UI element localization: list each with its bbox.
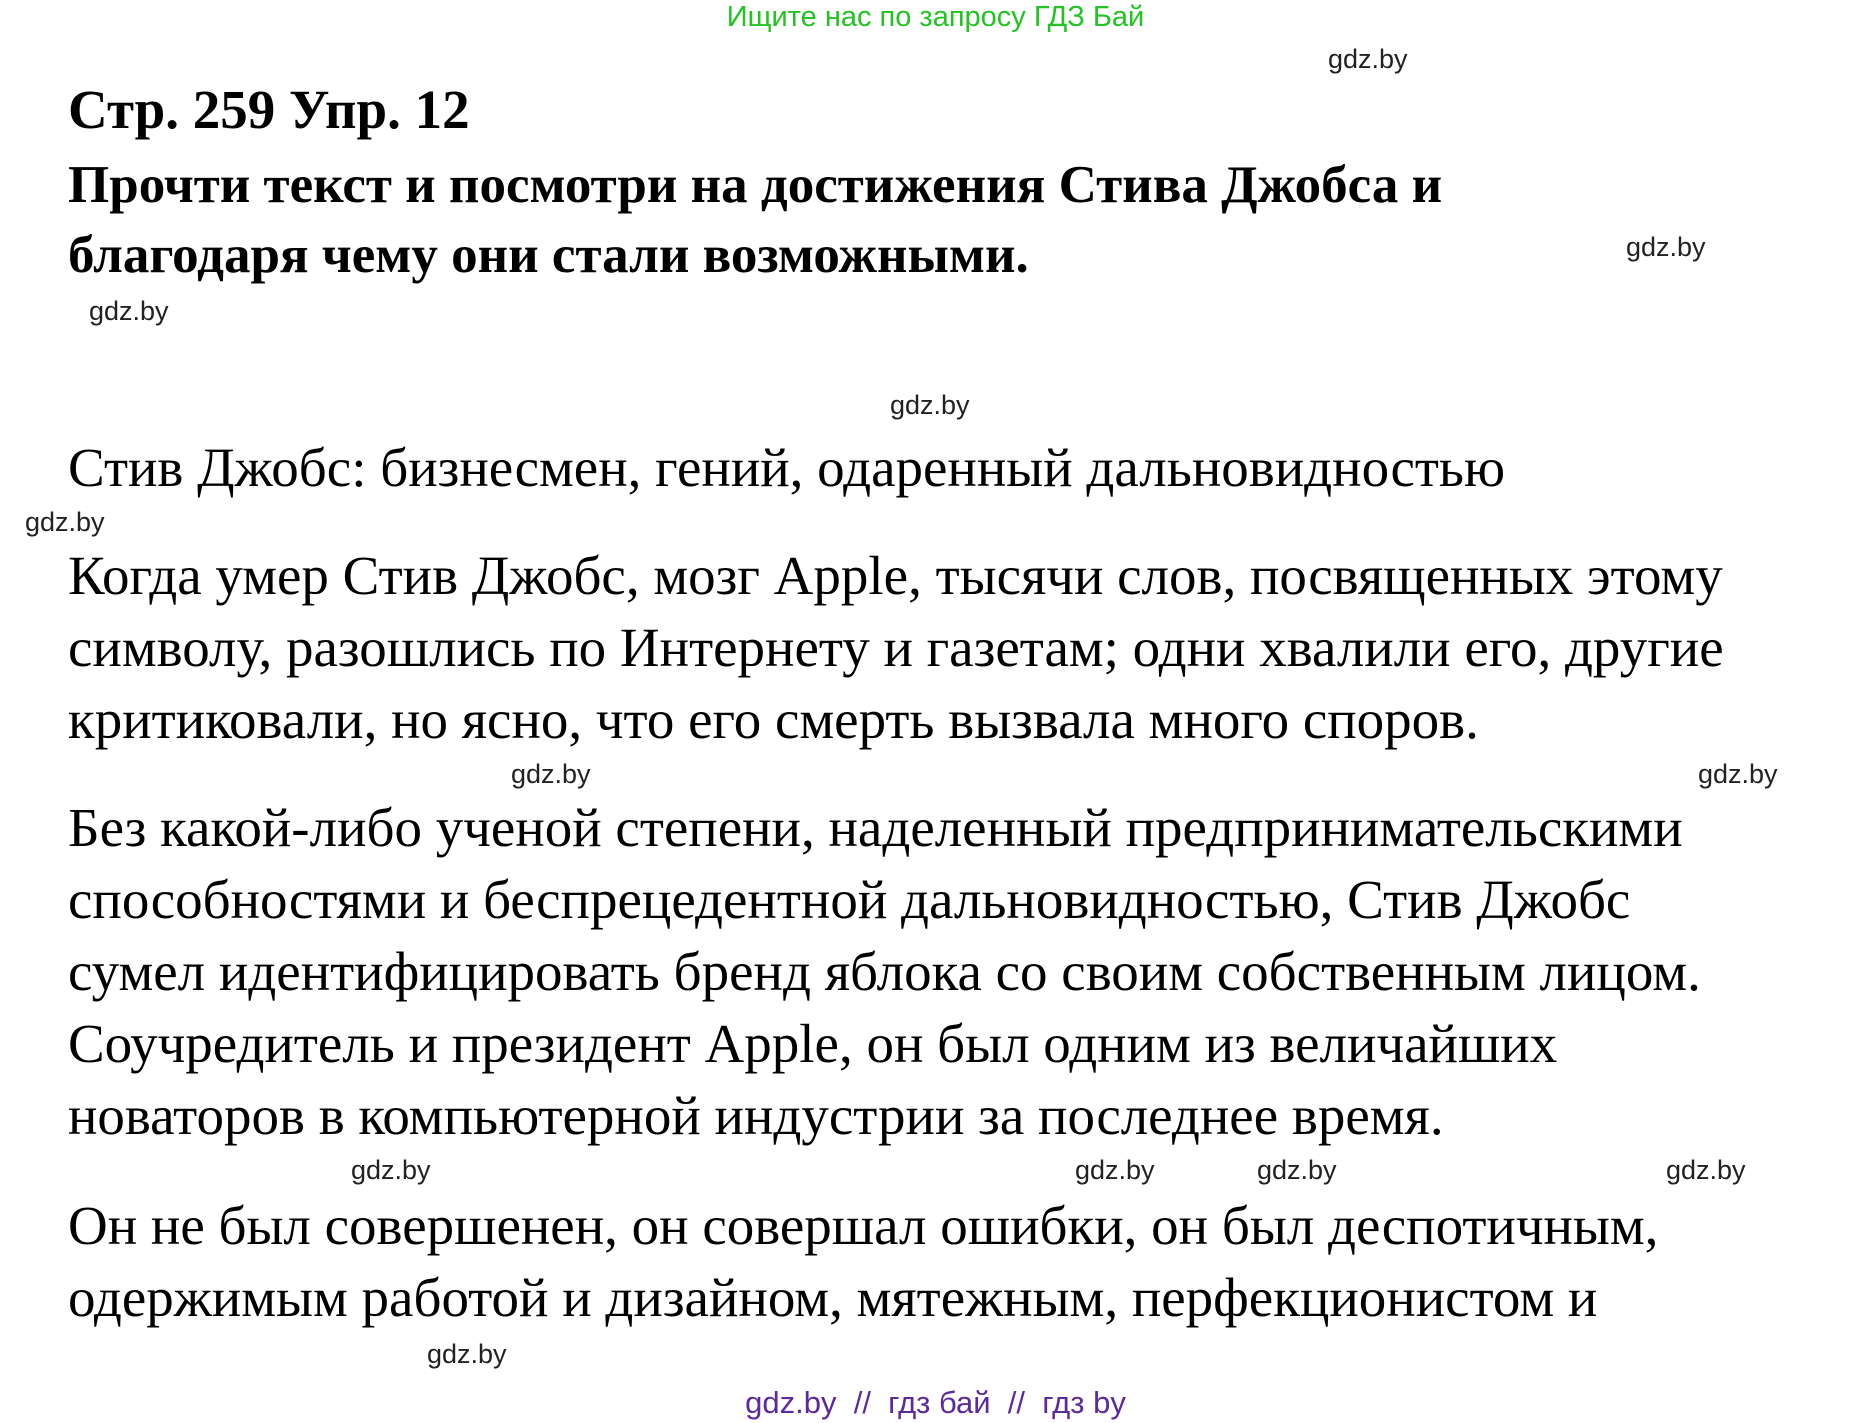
watermark: gdz.by [89,296,169,326]
body-text-line: способностями и беспрецедентной дальновидностью, Стив Джобс [68,869,1631,930]
body-text-line: Соучредитель и президент Apple, он был одним из величайших [68,1013,1558,1074]
task-heading-line-2: благодаря чему они стали возможными. [68,226,1029,284]
body-text-line: символу, разошлись по Интернету и газетам; одни хвалили его, другие [68,617,1724,678]
footer-watermark: gdz.by // гдз бай // гдз by [745,1385,1126,1420]
body-text-line: критиковали, но ясно, что его смерть вызвала много споров. [68,689,1479,750]
page-title: Стр. 259 Упр. 12 [68,79,470,140]
watermark: gdz.by [1075,1155,1155,1185]
body-text-line: Он не был совершенен, он совершал ошибки, он был деспотичным, [68,1195,1659,1256]
body-text-line: одержимым работой и дизайном, мятежным, перфекционистом и [68,1267,1598,1328]
body-text-line: сумел идентифицировать бренд яблока со своим собственным лицом. [68,941,1701,1002]
body-text-line: Когда умер Стив Джобс, мозг Apple, тысячи слов, посвященных этому [68,545,1723,606]
watermark: gdz.by [427,1339,507,1369]
watermark: gdz.by [1626,232,1706,262]
watermark: gdz.by [890,390,970,420]
watermark: gdz.by [25,507,105,537]
search-banner: Ищите нас по запросу ГДЗ Бай [726,1,1145,33]
watermark: gdz.by [1666,1155,1746,1185]
body-text-line: новаторов в компьютерной индустрии за последнее время. [68,1085,1444,1146]
task-heading-line-1: Прочти текст и посмотри на достижения Стива Джобса и [68,156,1443,214]
watermark: gdz.by [1698,759,1778,789]
body-text-line: Без какой-либо ученой степени, наделенный предпринимательскими [68,797,1683,858]
watermark: gdz.by [351,1155,431,1185]
body-text-line: Стив Джобс: бизнесмен, гений, одаренный дальновидностью [68,437,1506,498]
watermark: gdz.by [1257,1155,1337,1185]
watermark: gdz.by [511,759,591,789]
watermark: gdz.by [1328,44,1408,74]
